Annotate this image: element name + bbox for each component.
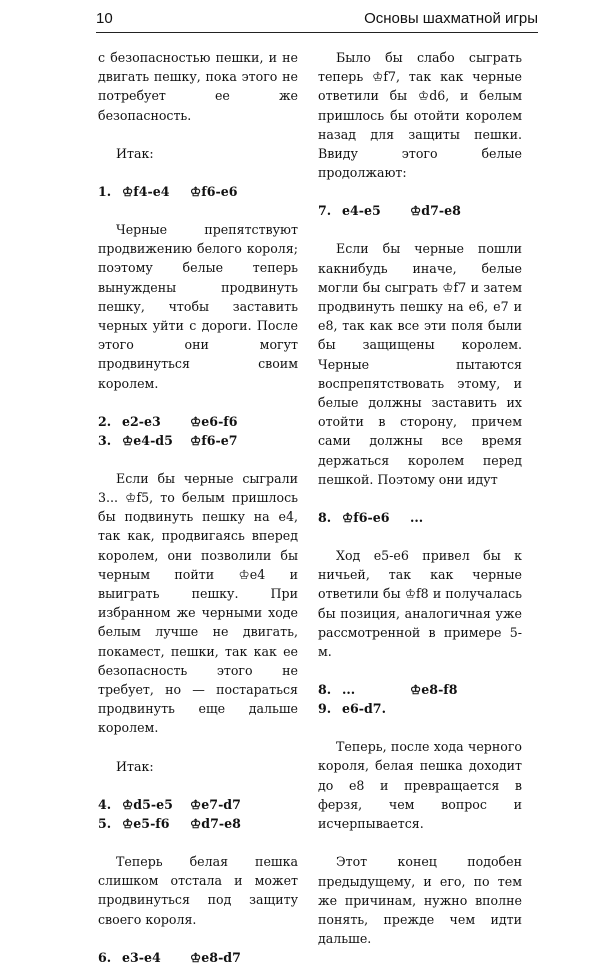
paragraph: Этот конец подобен предыдущему, и его, по тем же причинам, нужно вполне понять, прежде чем идти дальше. [318,854,522,947]
paragraph: Теперь, после хода черного короля, белая пешка доходит до e8 и превращается в ферзя, чем вопрос и исчерпывается. [318,739,522,832]
black-move: ♔d7-e8 [410,203,461,219]
right-column [318,48,522,948]
move-row [318,699,522,718]
white-move: e3-e4 [122,949,161,965]
white-move: ♔d5-e5 [122,796,173,812]
move-number: 6. [98,949,112,965]
move-row [98,814,298,833]
black-move: ... [410,510,424,526]
white-move: ♔f6-e6 [342,510,390,526]
black-move: ♔e8-d7 [190,949,241,965]
black-move: ♔e8-f8 [410,682,458,698]
move-list [98,412,298,450]
move-row [98,412,298,431]
white-move: ♔e4-d5 [122,432,173,448]
move-list [318,201,522,220]
move-list [318,680,522,718]
left-column [98,48,298,967]
move-number: 8. [318,510,332,526]
move-row [98,795,298,814]
move-list [98,948,298,967]
move-number: 1. [98,184,112,200]
move-row [98,431,298,450]
running-title: Основы шахматной игры [364,10,538,27]
move-number: 2. [98,413,112,429]
page-header [96,6,538,33]
move-number: 7. [318,203,332,219]
white-move: ... [342,682,356,698]
white-move: e2-e3 [122,413,161,429]
paragraph: Итак: [116,145,154,161]
black-move: ♔d7-e8 [190,815,241,831]
move-number: 9. [318,701,332,717]
move-row [318,680,522,699]
paragraph: Черные препятствуют продвижению белого короля; поэтому белые теперь вынуждены продвинуть пешку, чтобы заставить черных уйти с дороги. После этого они могут продвинуться своим королем. [98,222,298,391]
move-list [318,508,522,527]
paragraph: Было бы слабо сыграть теперь ♔f7, так как черные ответили бы ♔d6, и белым пришлось бы отойти королем назад для защиты пешки. Ввиду этого белые продолжают: [318,50,522,181]
black-move: ♔e6-f6 [190,413,238,429]
white-move: ♔e5-f6 [122,815,170,831]
move-number: 4. [98,796,112,812]
move-row [318,508,522,527]
paragraph: Если бы черные пошли какнибудь иначе, белые могли бы сыграть ♔f7 и затем продвинуть пешку на e6, e7 и e8, так как все эти поля были бы защищены королем. Черные пытаются воспрепятствовать этому, и белые должны заставить их отойти в сторону, причем сами должны все время держаться королем перед пешкой. Поэтому они идут [318,241,522,487]
paragraph: с безопасностью пешки, и не двигать пешку, пока этого не потребует ее же безопасность. [98,50,298,123]
paragraph: Теперь белая пешка слишком отстала и может продвинуться под защиту своего короля. [98,853,298,927]
move-number: 5. [98,815,112,831]
paragraph: Если бы черные сыграли 3... ♔f5, то белым пришлось бы подвинуть пешку на e4, так как, продвигаясь вперед королем, они позволили бы черным пойти ♔e4 и выиграть пешку. При избранном же черными ходе белым лучше не двигать, покамест, пешки, так как ее безопасность этого не требует, но — постараться продвинуть еще дальше королем. [98,470,298,736]
move-row [98,182,298,201]
white-move: e6-d7. [342,701,386,717]
paragraph: Итак: [116,758,154,774]
black-move: ♔f6-e6 [190,184,238,200]
move-number: 8. [318,682,332,698]
black-move: ♔f6-e7 [190,432,238,448]
move-row [98,948,298,967]
move-list [98,182,298,201]
page-number: 10 [96,10,113,27]
move-row [318,201,522,220]
black-move: ♔e7-d7 [190,796,241,812]
white-move: e4-e5 [342,203,381,219]
paragraph: Ход e5-e6 привел бы к ничьей, так как черные ответили бы ♔f8 и получалась бы позиция, аналогичная уже рассмотренной в примере 5-м. [318,548,522,660]
white-move: ♔f4-e4 [122,184,170,200]
move-list [98,795,298,833]
move-number: 3. [98,432,112,448]
